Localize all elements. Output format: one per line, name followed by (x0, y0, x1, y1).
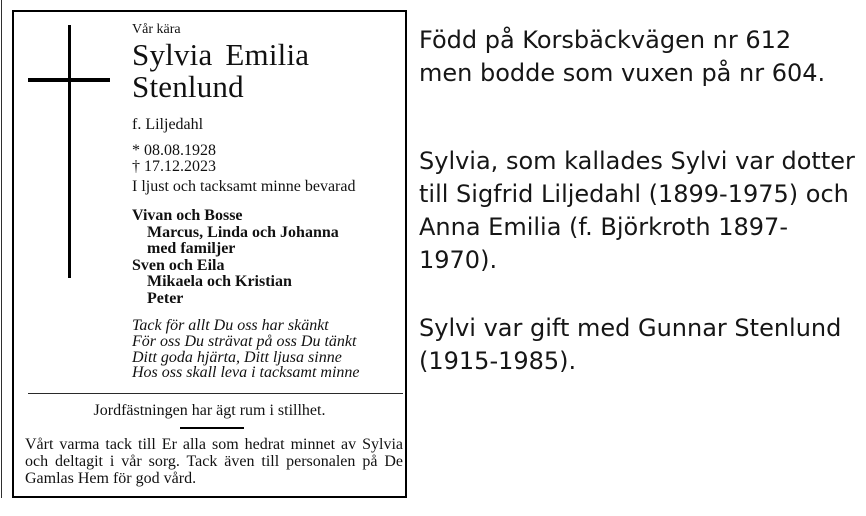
intro-line: Vår kära (132, 22, 181, 37)
obituary-card (12, 10, 407, 498)
thanks-line: Gamlas Hem för god vård. (25, 470, 197, 488)
family-names (132, 208, 402, 307)
obituary-main-text (132, 12, 402, 381)
deceased-name-line1: Sylvia Emilia (132, 37, 310, 72)
verse-line: Ditt goda hjärta, Ditt ljusa sinne (132, 348, 342, 366)
scan-edge-line (1, 0, 2, 498)
thanks-line: och deltagit i vår sorg. Tack även till personalen på De (25, 453, 403, 471)
divider-line-short (180, 427, 244, 429)
maiden-name: f. Liljedahl (132, 116, 204, 133)
family-line: Peter (147, 289, 184, 307)
bio-line: till Sigfrid Liljedahl (1899-1975) och (419, 180, 849, 208)
bio-line: men bodde som vuxen på nr 604. (419, 59, 826, 87)
family-line: Mikaela och Kristian (147, 273, 292, 290)
bio-line: Född på Korsbäckvägen nr 612 (419, 26, 792, 54)
memory-line: I ljust och tacksamt minne bevarad (132, 178, 356, 195)
verse-line: För oss Du strävat på oss Du tänkt (132, 332, 357, 350)
thanks-note (25, 436, 403, 488)
biography-notes (419, 24, 863, 378)
bio-paragraph-spouse (419, 312, 863, 378)
divider-line-full (28, 393, 403, 394)
verse-line: Hos oss skall leva i tacksamt minne (132, 364, 360, 382)
family-line: med familjer (147, 240, 236, 257)
bio-paragraph-birthplace (419, 24, 863, 90)
memorial-verse (132, 318, 402, 381)
thanks-line: Vårt varma tack till Er alla som hedrat minnet av Sylvia (25, 436, 403, 453)
deceased-name-line2: Stenlund (132, 69, 244, 104)
verse-line: Tack för allt Du oss har skänkt (132, 317, 329, 334)
family-line: Sven och Eila (132, 256, 225, 274)
bio-paragraph-parents (419, 145, 863, 277)
bio-line: (1915-1985). (419, 347, 577, 375)
family-line: Marcus, Linda och Johanna (147, 223, 339, 241)
deceased-name (132, 39, 402, 103)
bio-line: Sylvia, som kallades Sylvi var dotter (419, 147, 855, 175)
bio-line: Sylvi var gift med Gunnar Stenlund (419, 314, 842, 342)
life-dates (132, 143, 402, 174)
bio-line: Anna Emilia (f. Björkroth 1897-1970). (419, 213, 788, 274)
funeral-note: Jordfästningen har ägt rum i stillhet. (93, 402, 326, 419)
cross-vertical-bar (68, 25, 71, 278)
cross-horizontal-bar (28, 78, 110, 82)
death-date: † 17.12.2023 (132, 157, 216, 175)
birth-date: * 08.08.1928 (132, 142, 216, 159)
family-line: Vivan och Bosse (132, 207, 243, 224)
